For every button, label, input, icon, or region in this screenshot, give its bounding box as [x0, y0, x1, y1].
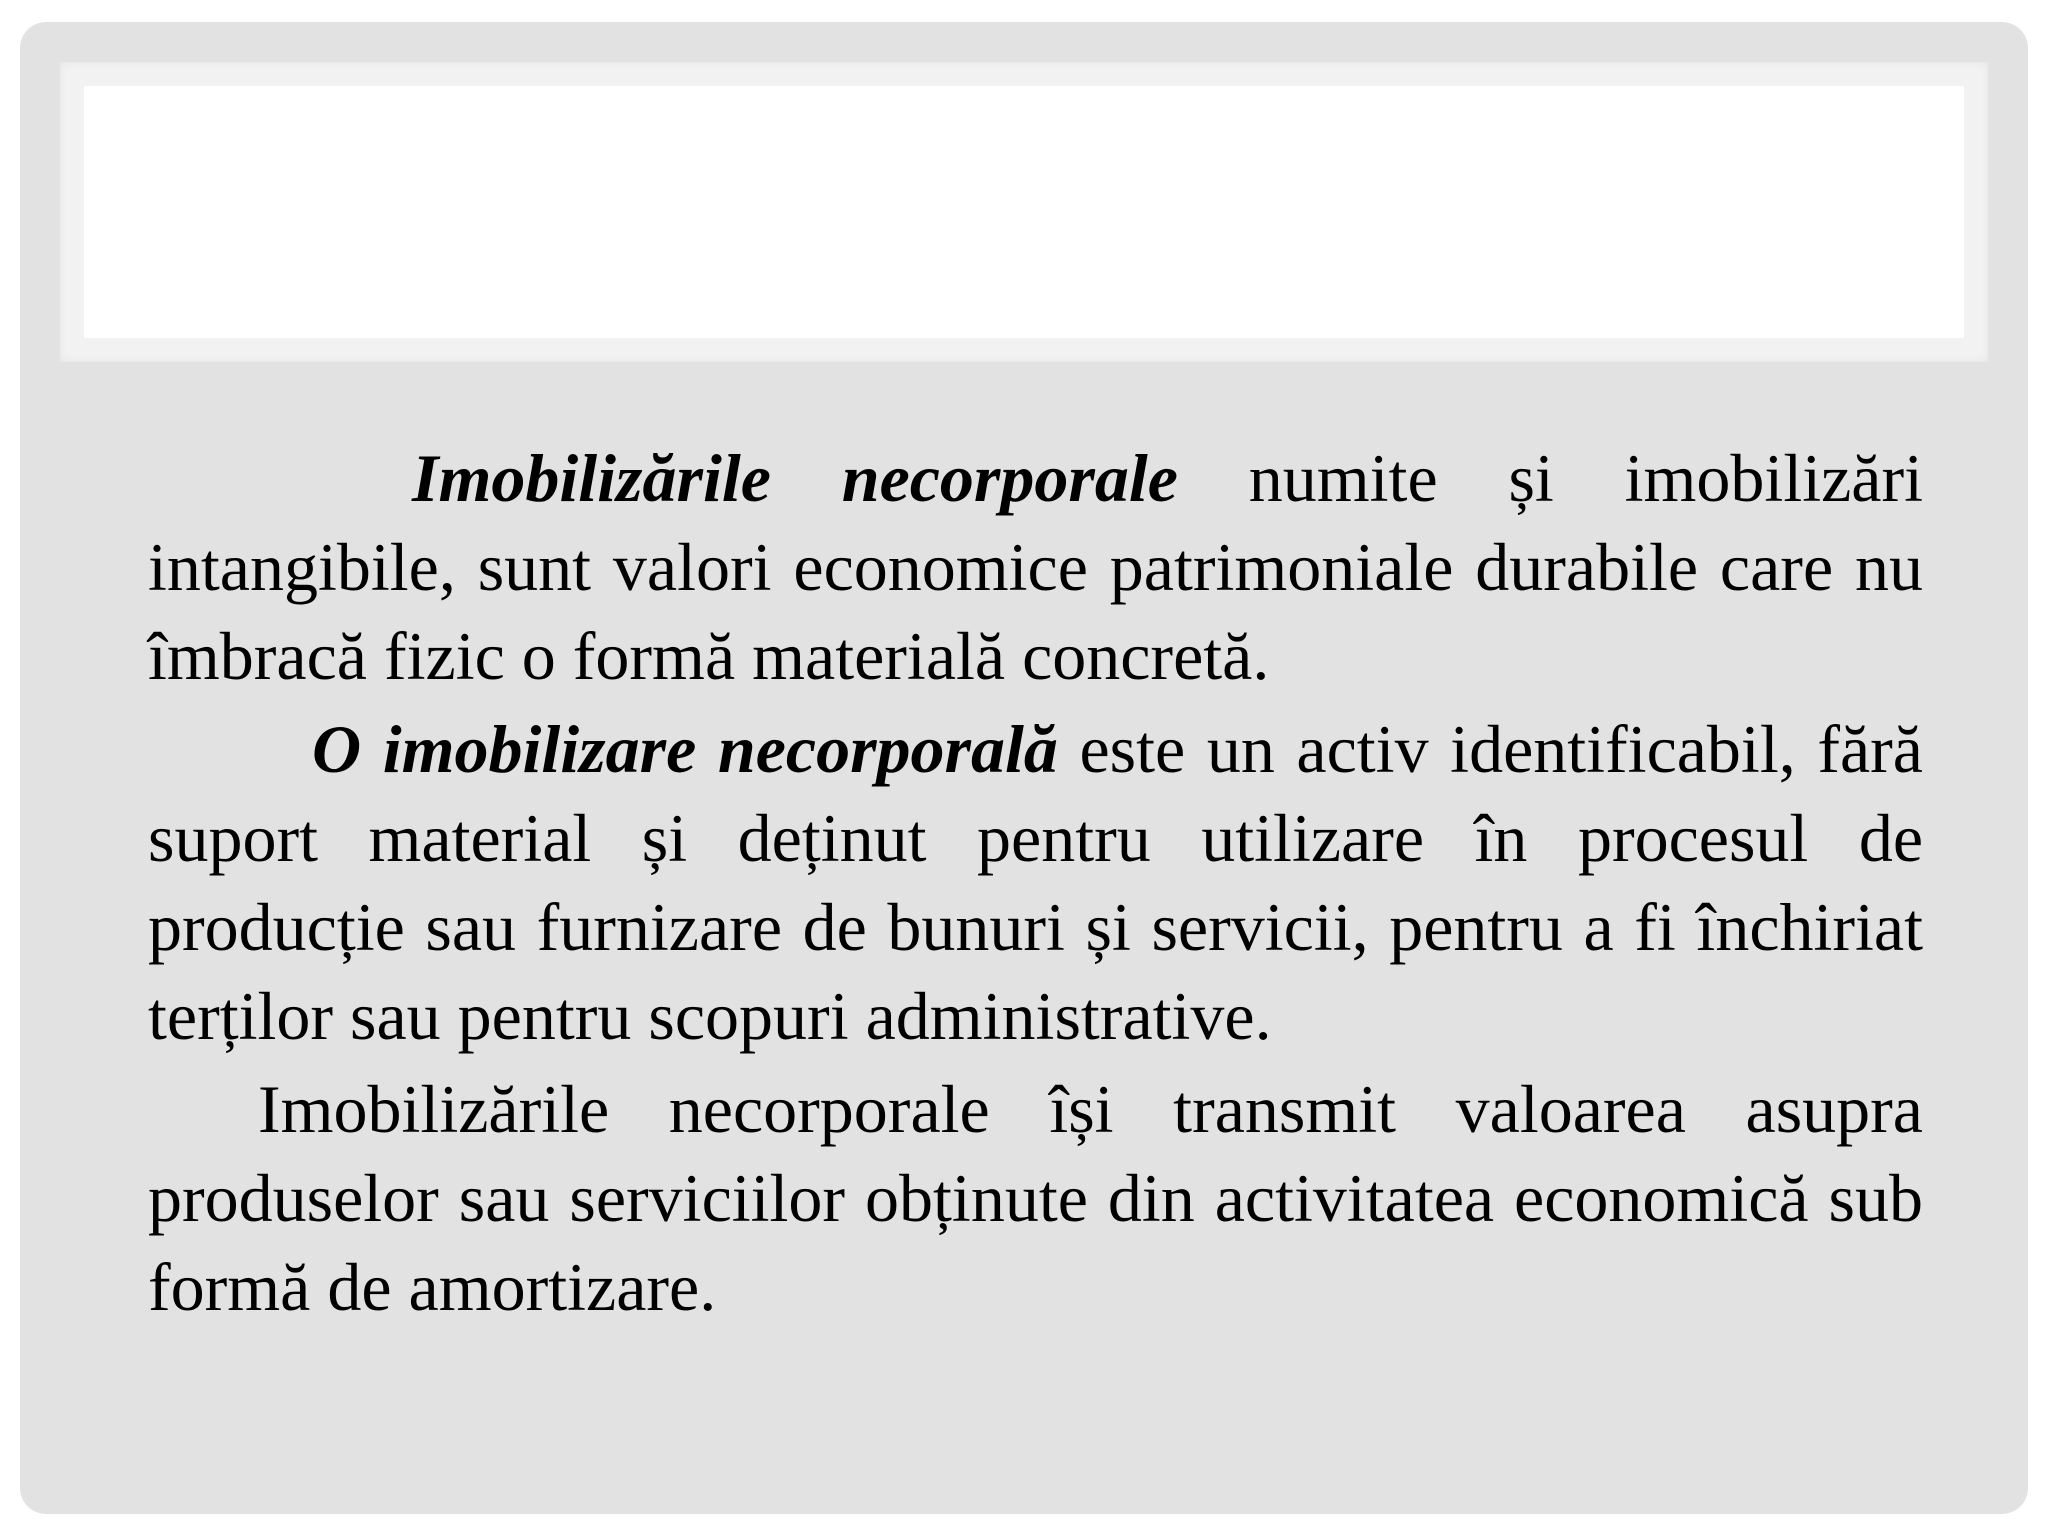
paragraph-3: [148, 1065, 1923, 1332]
slide-body: [148, 434, 1923, 1336]
slide-title-placeholder: [84, 86, 1964, 338]
definition-term: Imobilizările necorporale: [412, 440, 1178, 516]
paragraph-text: este un activ identificabil, fără suport material și deținut pentru utilizare în procesul de producție sau furnizare de bunuri și servicii, pentru a fi închiriat terților sau pentru scopuri administrative.: [148, 711, 1923, 1054]
paragraph-1: [148, 434, 1923, 701]
paragraph-text: Imobilizările necorporale își transmit valoarea asupra produselor sau serviciilor obținute din activitatea economică sub formă de amortizare.: [148, 1071, 1923, 1325]
definition-term: O imobilizare necorporală: [312, 711, 1058, 787]
paragraph-2: [148, 705, 1923, 1061]
title-band: [60, 62, 1988, 362]
paragraph-text: numite și imobilizări intangibile, sunt valori economice patrimoniale durabile care nu îmbracă fizic o formă materială concretă.: [148, 440, 1923, 694]
slide: [20, 22, 2028, 1514]
